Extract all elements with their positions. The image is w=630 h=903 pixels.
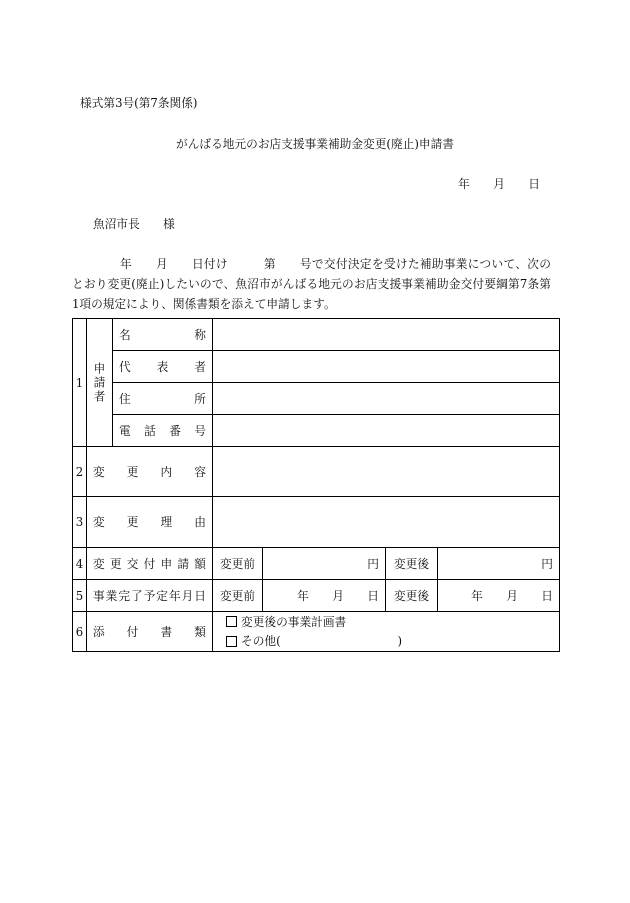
completion-date-after-value bbox=[438, 580, 559, 611]
representative-value bbox=[213, 351, 559, 382]
grant-amount-after-label: 変更後 bbox=[386, 548, 437, 579]
row-number-1: 1 bbox=[73, 319, 86, 446]
row-number-3: 3 bbox=[73, 497, 86, 547]
completion-date-before-date: 年 月 日 bbox=[297, 588, 379, 603]
attachments-label: 添付書類 bbox=[93, 624, 206, 639]
checkbox-empty-icon bbox=[226, 636, 237, 647]
phone-label-cell bbox=[113, 415, 212, 446]
row-number-5: 5 bbox=[73, 580, 86, 611]
attachments-label-cell bbox=[87, 612, 212, 651]
address-value bbox=[213, 383, 559, 414]
representative-label: 代表者 bbox=[119, 359, 206, 374]
attachment-item-label: その他( ) bbox=[241, 634, 403, 649]
statement-line-3: 1項の規定により、関係書類を添えて申請します。 bbox=[72, 297, 336, 311]
completion-date-label-cell bbox=[87, 580, 212, 611]
representative-label-cell bbox=[113, 351, 212, 382]
attachment-item-label: 変更後の事業計画書 bbox=[241, 614, 347, 629]
applicant-name-value bbox=[213, 319, 559, 350]
form-number: 様式第3号(第7条関係) bbox=[80, 96, 198, 110]
application-date-line: 年 月 日 bbox=[458, 177, 540, 191]
row-number-4: 4 bbox=[73, 548, 86, 579]
address-label: 住所 bbox=[119, 391, 206, 406]
grant-amount-label-cell bbox=[87, 548, 212, 579]
phone-label: 電話番号 bbox=[119, 423, 206, 438]
change-details-label-cell bbox=[87, 447, 212, 496]
change-reason-value bbox=[213, 497, 559, 547]
applicant-name-label-cell bbox=[113, 319, 212, 350]
completion-date-before-label: 変更前 bbox=[213, 580, 262, 611]
attachment-item bbox=[226, 632, 402, 652]
change-reason-label: 変更理由 bbox=[93, 515, 206, 529]
grant-amount-before-value bbox=[263, 548, 385, 579]
addressee: 魚沼市長 様 bbox=[93, 217, 175, 231]
address-label-cell bbox=[113, 383, 212, 414]
change-details-value bbox=[213, 447, 559, 496]
attachment-item bbox=[226, 612, 346, 632]
change-reason-label-cell bbox=[87, 497, 212, 547]
document-title: がんばる地元のお店支援事業補助金変更(廃止)申請書 bbox=[176, 137, 454, 151]
completion-date-after-date: 年 月 日 bbox=[471, 588, 553, 603]
phone-value bbox=[213, 415, 559, 446]
completion-date-label: 事業完了予定年月日 bbox=[93, 588, 206, 603]
applicant-group-label: 申請者 bbox=[92, 361, 107, 404]
completion-date-before-value bbox=[263, 580, 385, 611]
attachments-list bbox=[213, 612, 559, 651]
checkbox-empty-icon bbox=[226, 616, 237, 627]
row-number-6: 6 bbox=[73, 612, 86, 651]
grant-amount-after-value bbox=[438, 548, 559, 579]
applicant-group-cell bbox=[87, 319, 112, 446]
completion-date-after-label: 変更後 bbox=[386, 580, 437, 611]
application-statement bbox=[72, 254, 551, 314]
grant-amount-label: 変更交付申請額 bbox=[93, 556, 206, 571]
application-table bbox=[72, 318, 560, 652]
statement-line-2: とおり変更(廃止)したいので、魚沼市がんばる地元のお店支援事業補助金交付要綱第7条第 bbox=[72, 277, 551, 291]
statement-line-1: 年 月 日付け 第 号で交付決定を受けた補助事業について、次の bbox=[72, 257, 551, 271]
applicant-name-label: 名称 bbox=[119, 327, 206, 342]
row-number-2: 2 bbox=[73, 447, 86, 496]
grant-amount-after-unit: 円 bbox=[541, 556, 553, 571]
grant-amount-before-label: 変更前 bbox=[213, 548, 262, 579]
change-details-label: 変更内容 bbox=[93, 464, 206, 479]
grant-amount-before-unit: 円 bbox=[367, 556, 379, 571]
